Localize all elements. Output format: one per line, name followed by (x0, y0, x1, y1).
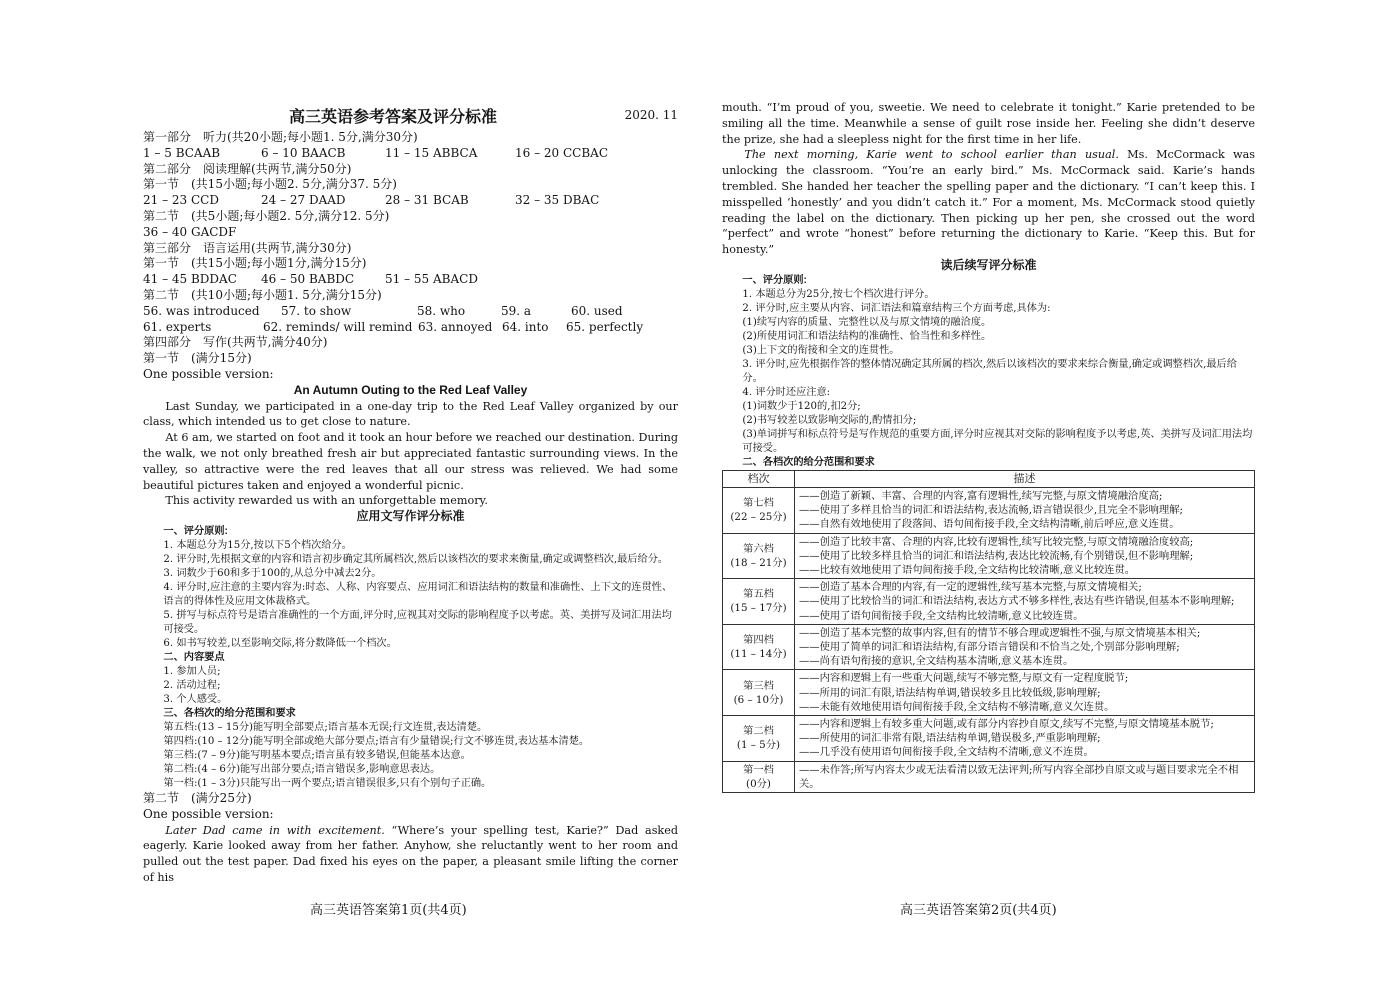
answer-line: 第二部分 阅读理解(共两节,满分50分) (143, 161, 352, 176)
table-header-row (723, 470, 1255, 487)
answer-line: 56. was introduced 57. to show 58. who 59. a 60. used (143, 303, 623, 318)
answer-line: 第二节 (共5小题;每小题2. 5分,满分12. 5分) (143, 208, 390, 223)
table-row (723, 487, 1255, 533)
description-cell: ——内容和逻辑上有较多重大问题,或有部分内容抄自原文,续写不完整,与原文情境基本脱节; ——所使用的词汇非常有限,语法结构单调,错误极多,严重影响理解; ——几乎没有使用语句间衔接手段,全文结构不清晰,意义不连贯。 (795, 716, 1255, 762)
criterion: (1)词数少于120的,扣2分; (742, 400, 861, 412)
page-1-column (143, 100, 678, 886)
section-heading: 二、各档次的给分范围和要求 (742, 456, 875, 468)
criterion: 3. 评分时,应先根据作答的整体情况确定其所属的档次,然后以该档次的要求来综合衡量,确定或调整档次,最后给分。 (742, 358, 1237, 384)
content-point: 1. 参加人员; (163, 665, 221, 677)
applied-writing-criteria (143, 525, 678, 791)
description-cell: ——创造了基本合理的内容,有一定的逻辑性,续写基本完整,与原文情境相关; ——使用了比较恰当的词汇和语法结构,表达方式不够多样性,表达有些许错误,但基本不影响理解; ——使用了语句间衔接手段,全文结构比较清晰,意义比较连贯。 (795, 579, 1255, 625)
table-row (723, 579, 1255, 625)
table-row (723, 624, 1255, 670)
level-cell: 第五档 (15 – 17分) (723, 579, 795, 625)
answer-line: 1 – 5 BCAAB 6 – 10 BAACB 11 – 15 ABBCA 16 – 20 CCBAC (143, 145, 609, 160)
grading-table (722, 470, 1255, 793)
description-cell: ——创造了比较丰富、合理的内容,比较有逻辑性,续写比较完整,与原文情境融洽度较高; ——使用了比较多样且恰当的词汇和语法结构,表达比较流畅,有个别错误,但不影响理解; ——比较有效地使用了语句间衔接手段,全文结构比较清晰,意义比较连贯。 (795, 533, 1255, 579)
criterion: 5. 拼写与标点符号是语言准确性的一个方面,评分时,应视其对交际的影响程度予以考虑。英、美拼写及词汇用法均可接受。 (163, 609, 672, 635)
criterion: 6. 如书写较差,以至影响交际,将分数降低一个档次。 (163, 637, 397, 649)
criterion: 4. 评分时,应注意的主要内容为:时态、人称、内容要点、应用词汇和语法结构的数量和准确性、上下文的连贯性、语言的得体性及应用文体裁格式。 (163, 581, 673, 607)
answer-line: 第二节 (共10小题;每小题1. 5分,满分15分) (143, 287, 382, 302)
level-item: 第二档:(4 – 6分)能写出部分要点;语言错误多,影响意思表达。 (163, 763, 441, 775)
table-row (723, 761, 1255, 792)
criterion: (2)书写较差以致影响交际的,酌情扣分; (742, 414, 917, 426)
answer-line: 61. experts 62. reminds/ will remind 63. annoyed 64. into 65. perfectly (143, 319, 644, 334)
header (143, 100, 678, 130)
page-footer-left: 高三英语答案第1页(共4页) (310, 903, 467, 918)
date: 2020. 11 (624, 108, 678, 122)
level-cell: 第四档 (11 – 14分) (723, 624, 795, 670)
answer-line: 第三部分 语言运用(共两节,满分30分) (143, 240, 352, 255)
section-heading: 三、各档次的给分范围和要求 (163, 707, 296, 719)
table-row (723, 533, 1255, 579)
answer-line: 41 – 45 BDDAC 46 – 50 BABDC 51 – 55 ABACD (143, 272, 478, 287)
essay-title: An Autumn Outing to the Red Leaf Valley (293, 382, 528, 397)
level-item: 第五档:(13 – 15分)能写明全部要点;语言基本无误;行文连贯,表达清楚。 (163, 721, 488, 733)
answer-key (143, 130, 678, 383)
level-cell: 第七档 (22 – 25分) (723, 487, 795, 533)
version-label: One possible version: (143, 806, 274, 821)
level-cell: 第六档 (18 – 21分) (723, 533, 795, 579)
answer-line: 第四部分 写作(共两节,满分40分) (143, 335, 328, 350)
criterion: 2. 评分时,应主要从内容、词汇语法和篇章结构三个方面考虑,具体为: (742, 302, 1051, 314)
description-cell: ——创造了新颖、丰富、合理的内容,富有逻辑性,续写完整,与原文情境融洽度高; ——使用了多样且恰当的词汇和语法结构,表达流畅,语言错误很少,且完全不影响理解; ——自然有效地使用了段落间、语句间衔接手段,全文结构清晰,前后呼应,意义连贯。 (795, 487, 1255, 533)
table-header-level: 档次 (723, 470, 795, 487)
answer-line: 21 – 23 CCD 24 – 27 DAAD 28 – 31 BCAB 32 – 35 DBAC (143, 193, 600, 208)
page-2-column (722, 100, 1255, 793)
answer-line: 第一节 (共15小题;每小题1分,满分15分) (143, 256, 367, 271)
section-heading: 第二节 (满分25分) (143, 790, 252, 805)
essay-paragraph: Last Sunday, we participated in a one-day trip to the Red Leaf Valley organized by our class, which intended us to get close to nature. (143, 399, 678, 429)
section-heading: 一、评分原则: (742, 274, 807, 286)
criterion: (3)单词拼写和标点符号是写作规范的重要方面,评分时应视其对交际的影响程度予以考虑,英、美拼写及词汇用法均可接受。 (742, 428, 1253, 454)
criterion: (2)所使用词汇和语法结构的准确性、恰当性和多样性。 (742, 330, 992, 342)
essay-paragraph: This activity rewarded us with an unforgettable memory. (165, 494, 488, 508)
story-paragraph: Later Dad came in with excitement. “Where’s your spelling test, Karie?” Dad asked eagerly. Karie looked away from her father. Anyhow, she reluctantly went to her room and pulled out the test paper. Dad fixed his eyes on the paper, a pleasant smile lifting the corner of his (143, 823, 678, 884)
level-item: 第一档:(1 – 3分)只能写出一两个要点;语言错误很多,只有个别句子正确。 (163, 777, 492, 789)
level-item: 第四档:(10 – 12分)能写明全部或绝大部分要点;语言有少量错误;行文不够连贯,表达基本清楚。 (163, 735, 590, 747)
applied-writing-title: 应用文写作评分标准 (356, 509, 465, 524)
criterion: 1. 本题总分为15分,按以下5个档次给分。 (163, 539, 352, 551)
section-heading: 二、内容要点 (163, 651, 225, 663)
description-cell: ——内容和逻辑上有一些重大问题,续写不够完整,与原文有一定程度脱节; ——所用的词汇有限,语法结构单调,错误较多且比较低级,影响理解; ——未能有效地使用语句间衔接手段,全文结构不够清晰,意义欠连贯。 (795, 670, 1255, 716)
criterion: 4. 评分时还应注意: (742, 386, 831, 398)
continuation-title: 读后续写评分标准 (940, 257, 1037, 272)
criterion: (1)续写内容的质量、完整性以及与原文情境的融洽度。 (742, 316, 992, 328)
table-row (723, 670, 1255, 716)
answer-line: 36 – 40 GACDF (143, 224, 237, 239)
page-title: 高三英语参考答案及评分标准 (289, 107, 498, 126)
page-footer-right: 高三英语答案第2页(共4页) (900, 903, 1057, 918)
description-cell: ——创造了基本完整的故事内容,但有的情节不够合理或逻辑性不强,与原文情境基本相关; ——使用了简单的词汇和语法结构,有部分语言错误和不恰当之处,个别部分影响理解; ——尚有语句衔接的意识,全文结构基本清晰,意义基本连贯。 (795, 624, 1255, 670)
criterion: 3. 词数少于60和多于100的,从总分中减去2分。 (163, 567, 382, 579)
criterion: 2. 评分时,先根据文章的内容和语言初步确定其所属档次,然后以该档次的要求来衡量,确定或调整档次,最后给分。 (163, 553, 669, 565)
story-paragraph: The next morning, Karie went to school earlier than usual. Ms. McCormack was unlocking the classroom. “You’re an early bird.” Ms. McCormack said. Karie’s hands trembled. She handed her teacher the spelling paper and the dictionary. “I can’t keep this. I misspelled ‘honestly’ and you didn’t catch it.” For a moment, Ms. McCormack stood quietly reading the label on the dictionary. Then picking up her pen, she crossed out the word “perfect” and wrote “honest” before returning the dictionary to Karie. “Keep this. But for honesty.” (722, 148, 1255, 257)
story-paragraph: mouth. “I’m proud of you, sweetie. We need to celebrate it tonight.” Karie pretended to be smiling all the time. Meanwhile a sense of guilt rose inside her. Feeling she didn’t deserve the prize, she had a sleepless night for the first time in her life. (722, 101, 1255, 146)
description-cell: ——未作答;所写内容太少或无法看清以致无法评判;所写内容全部抄自原文或与题目要求完全不相关。 (795, 761, 1255, 792)
level-item: 第三档:(7 – 9分)能写明基本要点;语言虽有较多错误,但能基本达意。 (163, 749, 471, 761)
table-header-description: 描述 (795, 470, 1255, 487)
level-cell: 第二档 (1 – 5分) (723, 716, 795, 762)
level-cell: 第一档 (0分) (723, 761, 795, 792)
content-point: 2. 活动过程; (163, 679, 221, 691)
continuation-criteria (722, 274, 1255, 470)
essay-paragraph: At 6 am, we started on foot and it took an hour before we reached our destination. During the walk, we not only breathed fresh air but appreciated fantastic surrounding views. In the valley, so attractive were the red leaves that all our stress was relieved. We had some beautiful pictures taken and enjoyed a wonderful picnic. (143, 431, 678, 492)
answer-line: One possible version: (143, 366, 274, 381)
content-point: 3. 个人感受。 (163, 693, 228, 705)
answer-line: 第一节 (共15小题;每小题2. 5分,满分37. 5分) (143, 177, 397, 192)
level-cell: 第三档 (6 – 10分) (723, 670, 795, 716)
criterion: (3)上下文的衔接和全文的连贯性。 (742, 344, 900, 356)
answer-line: 第一节 (满分15分) (143, 351, 252, 366)
answer-line: 第一部分 听力(共20小题;每小题1. 5分,满分30分) (143, 130, 418, 144)
criterion: 1. 本题总分为25分,按七个档次进行评分。 (742, 288, 935, 300)
table-row (723, 716, 1255, 762)
section-heading: 一、评分原则: (163, 525, 228, 537)
